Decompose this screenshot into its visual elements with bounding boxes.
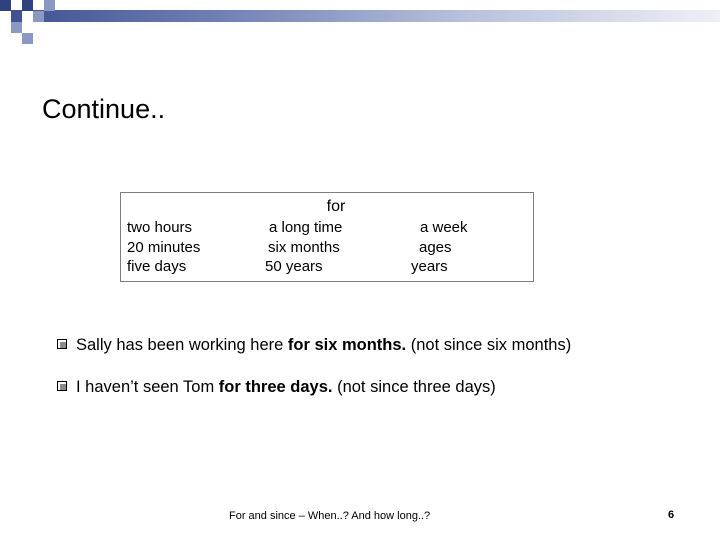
header-square <box>0 0 11 11</box>
box-word: 50 years <box>265 258 323 275</box>
box-word: 20 minutes <box>127 238 201 256</box>
slide-footer: For and since – When..? And how long..? <box>229 510 431 522</box>
checkbox-bullet-icon <box>57 339 67 349</box>
header-band <box>0 10 720 22</box>
header-square <box>22 33 33 44</box>
bullet-text: Sally has been working here <box>76 336 288 354</box>
bullet-note: (not since three days) <box>332 378 496 396</box>
bullet-emphasis: for six months. <box>287 336 407 354</box>
header-square <box>22 0 33 11</box>
for-word-box <box>120 192 534 282</box>
header-square <box>33 11 44 22</box>
bullet-text: I haven’t seen Tom <box>76 378 219 396</box>
header-square <box>22 11 33 22</box>
box-column-1 <box>127 218 200 277</box>
page-number: 6 <box>668 509 675 521</box>
bullet-emphasis: for three days. <box>218 378 333 396</box>
bullet-note: (not since six months) <box>406 336 572 354</box>
box-word: five days <box>127 258 187 275</box>
box-word: six months <box>268 238 340 256</box>
checkbox-bullet-icon <box>57 381 67 391</box>
header-square <box>44 0 55 11</box>
box-word: ages <box>419 238 452 256</box>
box-column-3 <box>411 218 468 277</box>
header-square <box>11 22 22 33</box>
box-heading: for <box>326 198 346 215</box>
box-word: years <box>411 258 448 275</box>
header-square <box>0 11 11 22</box>
slide-title: Continue.. <box>42 94 166 125</box>
box-word: a long time <box>269 219 343 236</box>
box-column-2 <box>265 218 342 277</box>
bullet-item <box>57 336 571 355</box>
box-word: a week <box>420 219 468 236</box>
bullet-item <box>57 378 496 397</box>
box-word: two hours <box>127 219 193 236</box>
